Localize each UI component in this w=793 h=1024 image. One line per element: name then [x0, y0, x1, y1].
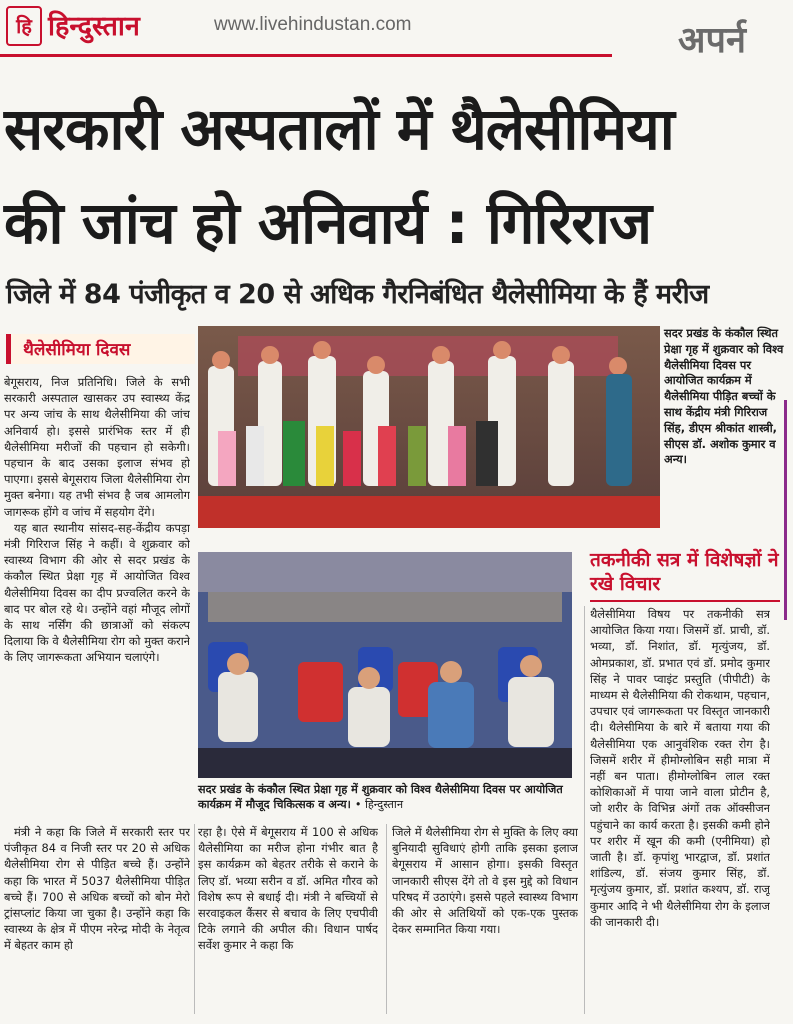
newspaper-logo-icon[interactable]: हि	[6, 6, 42, 46]
subheading-underline	[590, 600, 780, 602]
photo-caption-2	[198, 782, 578, 812]
article-paragraph-1: बेगूसराय, निज प्रतिनिधि। जिले के सभी सरकारी अस्पताल खासकर उप स्वास्थ्य केंद्र पर अन्य जांच के साथ थैलेसीमिया की जांच अनिवार्य हो। इससे प्रारंभिक स्तर में ही थैलेसीमिया मरीजों की पहचान हो सकेगी। पहचान के बाद उसका इलाज संभव हो पाएगा। इससे बेगूसराय जिला थैलेसीमिया रोग मुक्त बनेगा। यह तभी संभव है जब आमलोग जागरूक होंगे व जांच में सहयोग देंगे।	[4, 375, 190, 519]
headline-line-2: की जांच हो अनिवार्य : गिरिराज	[4, 189, 652, 257]
article-column-2	[198, 824, 378, 1012]
website-url[interactable]: www.livehindustan.com	[214, 14, 412, 35]
newspaper-brand[interactable]: हिन्दुस्तान	[48, 11, 140, 42]
article-column-1-lower	[4, 824, 190, 1012]
vertical-accent-bar	[784, 400, 787, 620]
column-divider	[386, 824, 387, 1014]
section-tag	[6, 334, 195, 364]
masthead	[0, 0, 793, 60]
article-paragraph-2: यह बात स्थानीय सांसद-सह-केंद्रीय कपड़ा मंत्री गिरिराज सिंह ने कहीं। वे शुक्रवार को स्वास्थ्य विभाग की ओर से सदर प्रखंड के कंकौल स्थित प्रेक्षा गृह में आयोजित विश्व थैलेसीमिया दिवस का दीप प्रज्वलित करने के बाद पर बोल रहे थे। उन्होंने वहां मौजूद लोगों के साथ नर्सिंग की छात्राओं को संकल्प दिलाया कि वे थैलेसीमिया रोग को मुक्त कराने के लिए जागरूकता अभियान चलाएंगे।	[4, 520, 190, 665]
photo-caption-1: सदर प्रखंड के कंकौल स्थित प्रेक्षा गृह में शुक्रवार को विश्व थैलेसीमिया दिवस पर आयोजित कार्यक्रम में थैलेसीमिया पीड़ित बच्चों के साथ केंद्रीय मंत्री गिरिराज सिंह, डीएम श्रीकांत शास्त्री, सीएस डॉ. अशोक कुमार व अन्य।	[664, 326, 784, 467]
audience-photo	[198, 552, 572, 778]
stage-group-photo	[198, 326, 660, 528]
masthead-rule	[0, 54, 612, 57]
audience-photo-illustration	[198, 552, 572, 778]
photo-caption-2-text: सदर प्रखंड के कंकौल स्थित प्रेक्षा गृह में शुक्रवार को विश्व थैलेसीमिया दिवस पर आयोजित कार्यक्रम में मौजूद चिकित्सक व अन्य।	[198, 783, 563, 811]
article-paragraph-3: मंत्री ने कहा कि जिले में सरकारी स्तर पर पंजीकृत 84 व निजी स्तर पर 20 से अधिक थैलेसीमिया रोग से पीड़ित बच्चे हैं। उन्होंने कहा कि भारत में 5037 थैलेसीमिया पीड़ित बच्चे हैं। 700 से अधिक बच्चों को बोन मेरो ट्रांसप्लांट किया जा चुका है। उन्होंने कहा कि स्वास्थ्य के क्षेत्र में पीएम नरेन्द्र मोदी के नेतृत्व में बेहतर काम हो	[4, 825, 190, 953]
subheadline: जिले में 84 पंजीकृत व 20 से अधिक गैरनिबंधित थैलेसीमिया के हैं मरीज	[6, 279, 709, 310]
section-subheading: तकनीकी सत्र में विशेषज्ञों ने रखे विचार	[590, 549, 779, 595]
section-tag-label: थैलेसीमिया दिवस	[23, 340, 131, 360]
article-paragraph-4: रहा है। ऐसे में बेगूसराय में 100 से अधिक थैलेसीमिया का मरीज होना गंभीर बात है इस कार्यक्रम को बेहतर तरीके से कराने के लिए डॉ. भव्या सरीन व डॉ. अमित गौरव को विशेष रूप से बधाई दी। मंत्री ने बच्चियों से सरवाइकल कैंसर से बचाव के लिए एचपीवी टिके लगाने की अपील की। विधान पार्षद सर्वेश कुमार ने कहा कि	[198, 825, 378, 953]
article-paragraph-5: जिले में थैलेसीमिया रोग से मुक्ति के लिए क्या बुनियादी सुविधाएं होगी ताकि इसका इलाज बेगूसराय में आसान होगा। इसकी विस्तृत जानकारी सीएस देंगे तो वे इस मुद्दे को विधान परिषद में उठाएंगे। इससे पहले स्वास्थ्य विभाग की ओर से अतिथियों को एक-एक पुस्तक देकर सम्मानित किया गया।	[392, 825, 578, 937]
article-column-1	[4, 374, 190, 808]
article-column-4	[590, 606, 770, 1016]
column-divider	[194, 824, 195, 1014]
headline-line-1: सरकारी अस्पतालों में थैलेसीमिया	[4, 95, 674, 163]
photo-credit: • हिन्दुस्तान	[354, 798, 404, 811]
edition-label: अपर्न	[678, 20, 746, 61]
column-divider	[584, 606, 585, 1014]
stage-photo-illustration	[198, 326, 660, 528]
article-column-3	[392, 824, 578, 1012]
article-paragraph-6: थैलेसीमिया विषय पर तकनीकी सत्र आयोजित किया गया। जिसमें डॉ. प्राची, डॉ. भव्या, डॉ. निशांत, डॉ. मृत्युंजय, डॉ. ओमप्रकाश, डॉ. प्रभात एवं डॉ. प्रमोद कुमार सिंह ने पावर प्वाइंट प्रस्तुति (पीपीटी) के माध्यम से थैलेसीमिया की रोकथाम, पहचान, उपचार एवं जागरूकता पर विस्तृत जानकारी दी। थैलेसीमिया के बारे में बताया गया की थैलेसीमिया एक आनुवंशिक रक्त रोग है। जिसमें शरीर में हीमोग्लोबिन सही मात्रा में नहीं बन पाता। हीमोग्लोबिन लाल रक्त कोशिकाओं में पाया जाने वाला प्रोटीन है, जो शरीर के विभिन्न अंगों तक ऑक्सीजन पहुंचाने का कार्य करता है। इसकी कमी होने पर शरीर में खून की कमी (एनीमिया) हो जाती है। डॉ. कृपांशु भारद्वाज, डॉ. प्रशांत शांडिल्य, डॉ. संजय कुमार सिंह, डॉ. मृत्युंजय कुमार, डॉ. प्रशांत कश्यप, डॉ. राजू कुमार आदि ने भी थैलेसीमिया रोग के इलाज की जानकारी दी।	[590, 607, 770, 929]
